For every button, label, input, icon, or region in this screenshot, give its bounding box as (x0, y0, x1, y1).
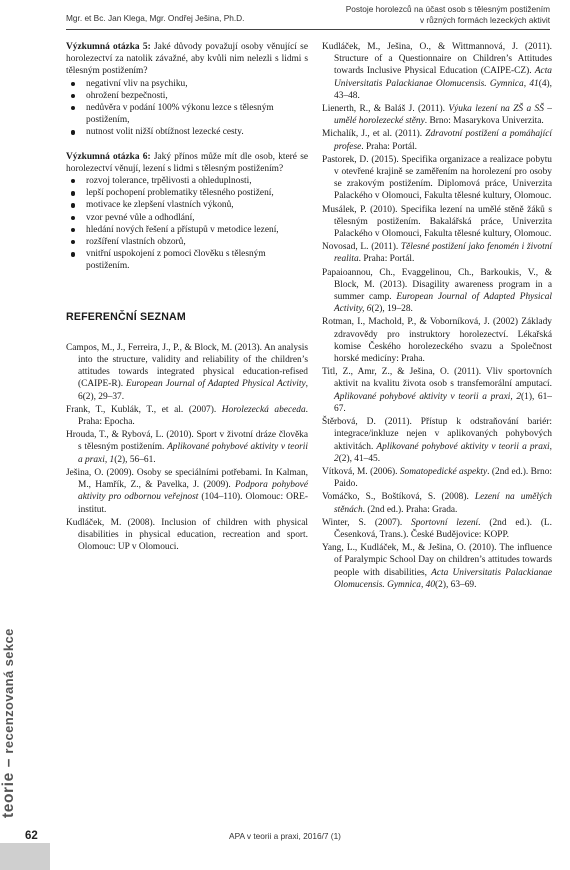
reference-entry: Ješina, O. (2009). Osoby se speciálními potřebami. In Kalman, M., Hamřík, Z., & Pavelka, J. (2009). Podpora pohybové aktivity pro odbornou veřejnost (104–110). Olomouc: ORE-institut. (66, 467, 309, 515)
references-heading: REFERENČNÍ SEZNAM (66, 310, 186, 323)
list-item: rozšíření vlastních obzorů, (66, 236, 308, 248)
left-column (66, 41, 308, 554)
list-item: negativní vliv na psychiku, (66, 78, 308, 90)
reference-entry: Frank, T., Kublák, T., et al. (2007). Horolezecká abeceda. Praha: Epocha. (66, 404, 309, 428)
question-5-text: Jaké důvody považují osoby věnující se horolezectví za natolik závažné, aby kvůli nim nelezli s lidmi s tělesným postižením? (66, 42, 308, 77)
reference-entry: Novosad, L. (2011). Tělesné postižení jako fenomén i životní realita. Praha: Portál. (322, 242, 552, 265)
question-6-answers (66, 175, 308, 273)
header-title-line2: v různých formách lezeckých aktivit (419, 15, 550, 25)
question-6 (66, 151, 308, 175)
reference-entry: Titl, Z., Amr, Z., & Ješina, O. (2011). Vliv sportovních aktivit na kvalitu života osob s transfemorální amputací. Aplikované pohybové aktivity v teorii a praxi, 2(1), 61–67. (322, 367, 552, 414)
header-rule (66, 29, 550, 30)
reference-entry: Štěrbová, D. (2011). Přístup k odstraňování bariér: integrace/inkluze nejen v aplikovaných pohybových aktivitách. Aplikované pohybové aktivity v teorii a praxi, 2(2), 41–45. (322, 417, 552, 464)
reference-entry: Papaioannou, Ch., Evaggelinou, Ch., Barkoukis, V., & Block, M. (2013). Disagility awareness program in a summer camp. European Journal of Adapted Physical Activity, 6(2), 19–28. (322, 267, 552, 315)
reference-entry: Vomáčko, S., Boštíková, S. (2008). Lezení na umělých stěnách. (2nd ed.). Praha: Grada. (322, 492, 552, 515)
reference-entry: Yang, L., Kudláček, M., & Ješina, O. (2010). The influence of Paralympic School Day on children’s attitudes towards people with disabilities, Acta Universitatis Palackianae Olomucensis. Gymnica, 40(2), 63–69. (322, 543, 553, 590)
right-column (322, 41, 552, 592)
header-authors: Mgr. et Bc. Jan Klega, Mgr. Ondřej Ješina, Ph.D. (66, 13, 245, 23)
page-number: 62 (25, 830, 38, 842)
section-label (0, 628, 18, 818)
reference-entry: Michalík, J., et al. (2011). Zdravotní postižení a pomáhající profese. Praha: Portál. (322, 129, 552, 152)
section-label-separator: – (0, 758, 17, 768)
list-item: vnitřní uspokojení z pomoci člověku s tělesným postižením. (66, 248, 308, 272)
list-item: hledání nových řešení a přístupů v metodice lezení, (66, 224, 308, 236)
references-left (66, 342, 308, 553)
list-item: rozvoj tolerance, trpělivosti a ohleduplnosti, (66, 175, 308, 187)
list-item: motivace ke zlepšení vlastních výkonů, (66, 199, 308, 211)
question-5 (66, 41, 308, 78)
reference-entry: Musálek, P. (2010). Specifika lezení na umělé stěně žáků s tělesným postižením. Bakalářská práce, Univerzita Palackého v Olomouci, Fakulta tělesné kultury, Olomouc. (322, 204, 552, 240)
section-label-word1: teorie (0, 772, 17, 818)
reference-entry: Lienerth, R., & Baláš J. (2011). Výuka lezení na ZŠ a SŠ – umělé horolezecké stěny. Brno: Masarykova Univerzita. (322, 104, 552, 127)
reference-entry: Kudláček, M. (2008). Inclusion of children with physical disabilities in physical education, recreation and sport. Olomouc: UP v Olomouci. (66, 517, 308, 553)
list-item: lepší pochopení problematiky tělesného postižení, (66, 187, 308, 199)
reference-entry: Campos, M., J., Ferreira, J., P., & Block, M. (2013). An analysis into the structure, validity and reliability of the children’s attitudes towards integrated physical education-refised (CAIPE-R). European Journal of Adapted Physical Activity, 6(2), 29–37. (66, 342, 308, 402)
reference-entry: Winter, S. (2007). Sportovní lezení. (2nd ed.). (L. Česenková, Trans.). České Budějovice: KOPP. (322, 517, 553, 540)
list-item: vzor pevné vůle a odhodlání, (66, 212, 308, 224)
reference-entry: Kudláček, M., Ješina, O., & Wittmannová, J. (2011). Structure of a Questionnaire on Children’s Attitudes towards Inclusive Physical Education (CAIPE-CZ). Acta Universitatis Palackianae Olomucensis. Gymnica, 41(4), 43–48. (322, 42, 552, 101)
question-6-text: Jaký přínos může mít dle osob, které se horolezectví věnují, lezení s lidmi s tělesným postižením? (66, 151, 309, 174)
question-6-label: Výzkumná otázka 6: (66, 151, 151, 162)
reference-entry: Rotman, I., Machold, P., & Voborníková, J. (2002) Základy zdravovědy pro instruktory horolezectví. Lékařská komise Českého horolezeckého svazu a Společnost horské medicíny: Praha. (322, 317, 552, 365)
header-title-line1: Postoje horolezců na účast osob s tělesným postižením (345, 4, 550, 14)
list-item: nedůvěra v podání 100% výkonu lezce s tělesným postižením, (66, 102, 308, 126)
header-article-title (346, 4, 550, 26)
reference-entry: Vítková, M. (2006). Somatopedické aspekty. (2nd ed.). Brno: Paido. (322, 466, 552, 490)
footer-journal: APA v teorii a praxi, 2016/7 (1) (229, 831, 341, 841)
section-label-word2: recenzovaná sekce (1, 628, 16, 754)
reference-entry: Pastorek, D. (2015). Specifika organizace a realizace pobytu v otevřené krajině se zaměřením na horolezení pro osoby se zrakovým postižením. Diplomová práce, Univerzita Palackého v Olomouci, Fakulta tělesné kultury, Olomouc. (322, 154, 552, 202)
list-item: nutnost volit nižší obtížnost lezecké cesty. (66, 126, 308, 138)
question-5-label: Výzkumná otázka 5: (66, 42, 151, 52)
list-item: ohrožení bezpečnosti, (66, 90, 308, 102)
question-5-answers (66, 78, 308, 139)
side-band (0, 843, 50, 870)
reference-entry: Hrouda, T., & Rybová, L. (2010). Sport v životní dráze člověka s tělesným postižením. Aplikované pohybové aktivity v teorii a praxi, 1(2), 56–61. (66, 430, 308, 465)
